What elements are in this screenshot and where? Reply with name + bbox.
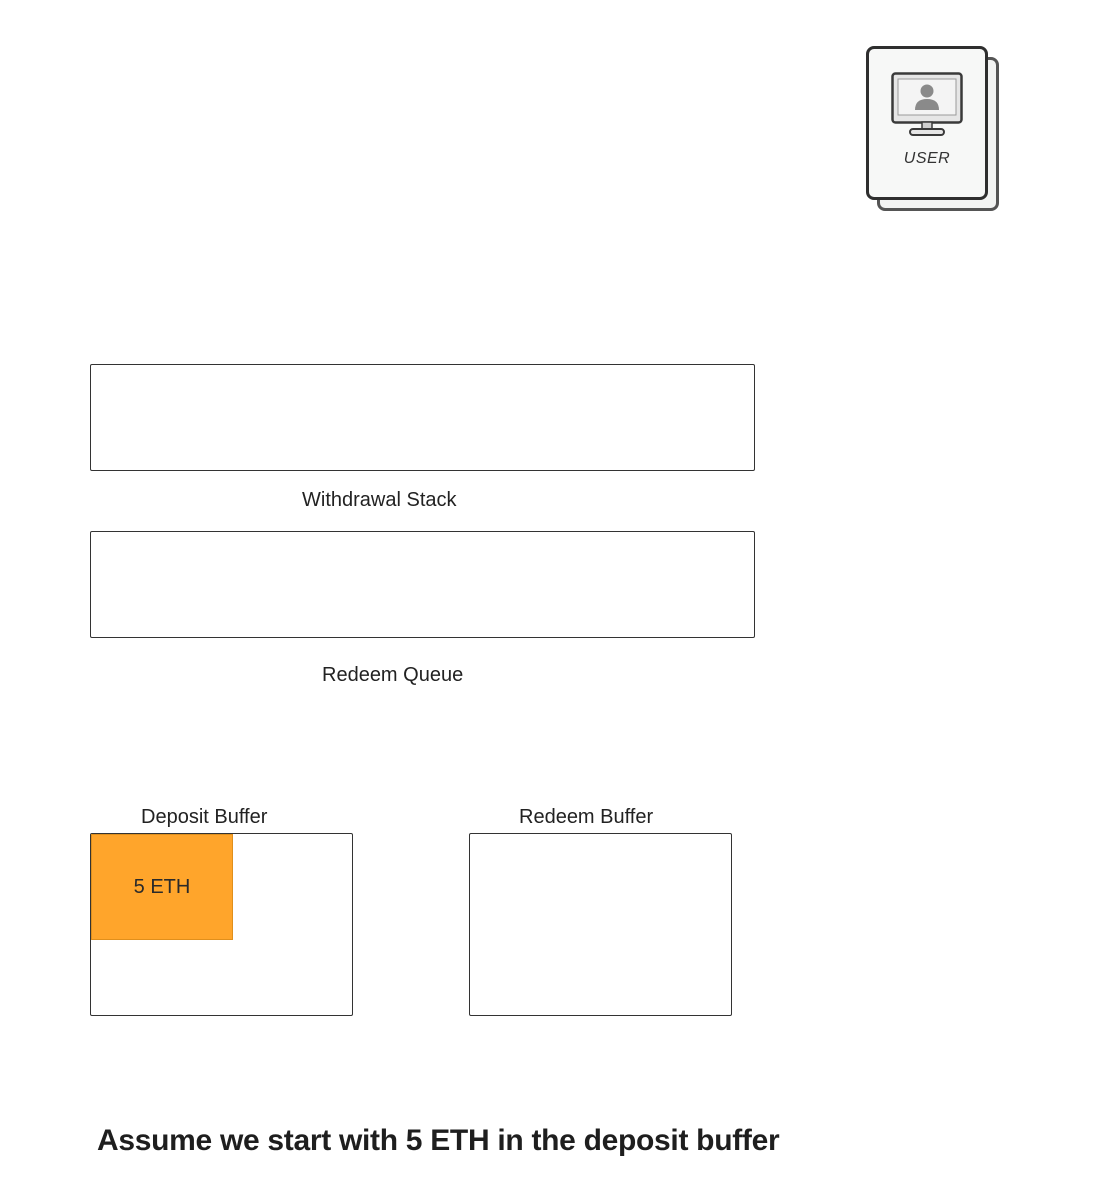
withdrawal-stack-label: Withdrawal Stack [302, 489, 457, 511]
deposit-buffer-label: Deposit Buffer [141, 806, 268, 828]
caption: Assume we start with 5 ETH in the deposit buffer [97, 1124, 780, 1157]
redeem-queue-box [90, 531, 755, 638]
user-label: USER [903, 150, 951, 167]
user-monitor-icon [891, 72, 963, 138]
redeem-buffer-box [469, 833, 732, 1016]
redeem-queue-label: Redeem Queue [322, 664, 464, 686]
withdrawal-stack-box [90, 364, 755, 471]
redeem-buffer-label: Redeem Buffer [519, 806, 654, 828]
eth-block: 5 ETH [91, 834, 233, 940]
